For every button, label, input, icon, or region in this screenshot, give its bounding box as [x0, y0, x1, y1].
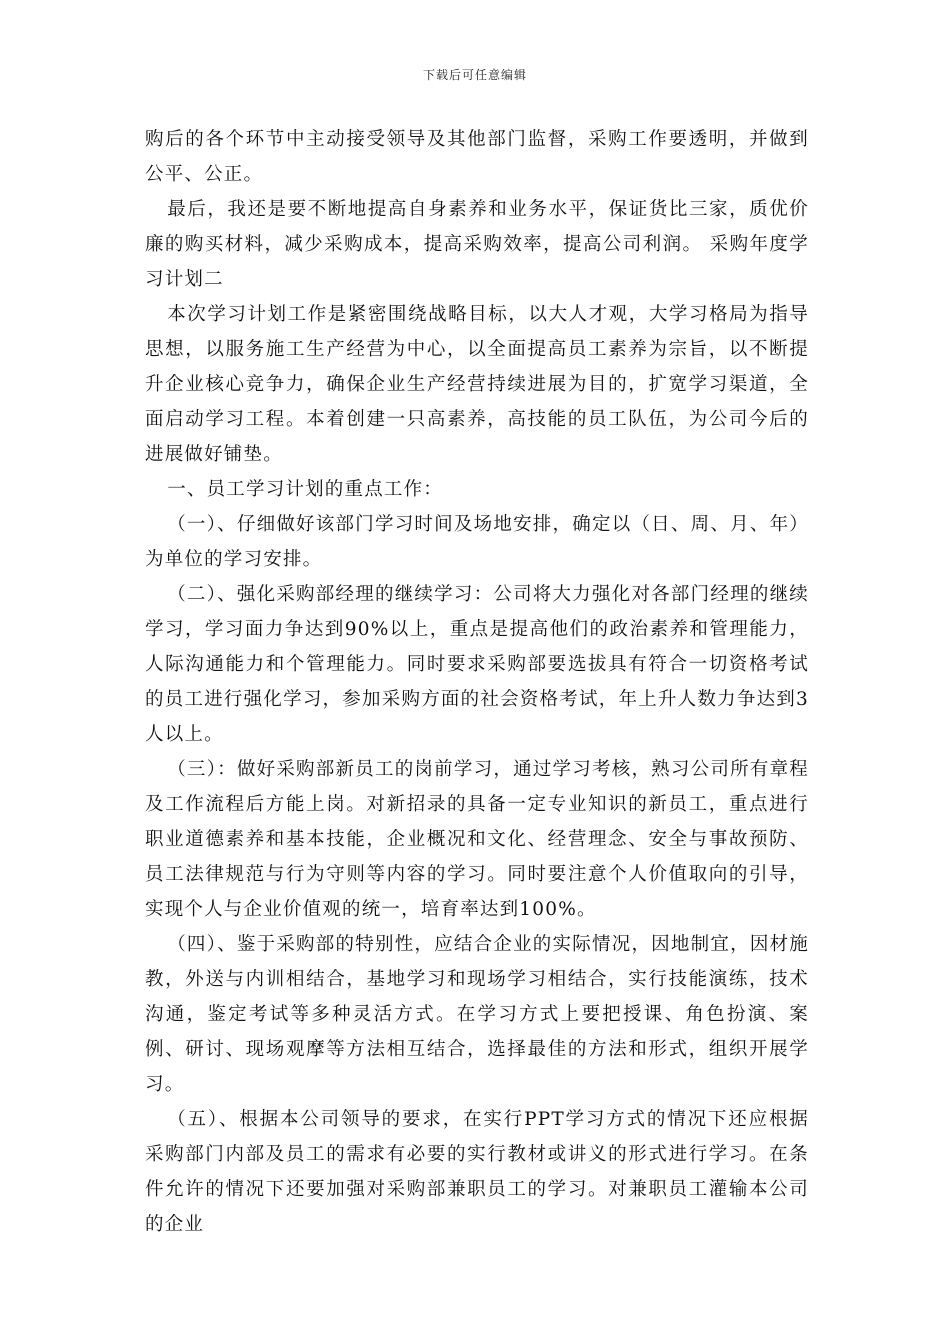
paragraph: （五）、根据本公司领导的要求，在实行PPT学习方式的情况下还应根据采购部门内部及员工的需求有必要的实行教材或讲义的形式进行学习。在条件允许的情况下还要加强对采购部兼职员工的学习。对兼职员工灌输本公司的企业: [145, 1109, 809, 1235]
paragraph: 最后，我还是要不断地提高自身素养和业务水平，保证货比三家，质优价廉的购买材料，减少采购成本，提高采购效率，提高公司利润。 采购年度学习计划二: [145, 199, 809, 290]
paragraph: （二）、强化采购部经理的继续学习：公司将大力强化对各部门经理的继续学习，学习面力争达到90%以上，重点是提高他们的政治素养和管理能力，人际沟通能力和个管理能力。同时要求采购部要选拔具有符合一切资格考试的员工进行强化学习，参加采购方面的社会资格考试，年上升人数力争达到3人以上。: [145, 584, 809, 745]
page-header: 下载后可任意编辑: [422, 68, 527, 82]
section-heading: 一、员工学习计划的重点工作：: [167, 479, 443, 500]
paragraph: （四）、鉴于采购部的特别性，应结合企业的实际情况，因地制宜，因材施教，外送与内训相结合，基地学习和现场学习相结合，实行技能演练，技术沟通，鉴定考试等多种灵活方式。在学习方式上要把授课、角色扮演、案例、研讨、现场观摩等方法相互结合，选择最佳的方法和形式，组织开展学习。: [145, 934, 809, 1095]
paragraph: 本次学习计划工作是紧密围绕战略目标，以大人才观，大学习格局为指导思想，以服务施工生产经营为中心，以全面提高员工素养为宗旨，以不断提升企业核心竞争力，确保企业生产经营持续进展为目的，扩宽学习渠道，全面启动学习工程。本着创建一只高素养，高技能的员工队伍，为公司今后的进展做好铺垫。: [145, 304, 809, 465]
paragraph: 购后的各个环节中主动接受领导及其他部门监督，采购工作要透明，并做到公平、公正。: [145, 129, 809, 185]
paragraph: （一）、仔细做好该部门学习时间及场地安排，确定以（日、周、月、年）为单位的学习安排。: [145, 514, 809, 570]
paragraph: （三）：做好采购部新员工的岗前学习，通过学习考核，熟习公司所有章程及工作流程后方能上岗。对新招录的具备一定专业知识的新员工，重点进行职业道德素养和基本技能，企业概况和文化、经营理念、安全与事故预防、员工法律规范与行为守则等内容的学习。同时要注意个人价值取向的引导，实现个人与企业价值观的统一，培育率达到100%。: [145, 759, 809, 920]
document-body: [145, 122, 809, 1242]
